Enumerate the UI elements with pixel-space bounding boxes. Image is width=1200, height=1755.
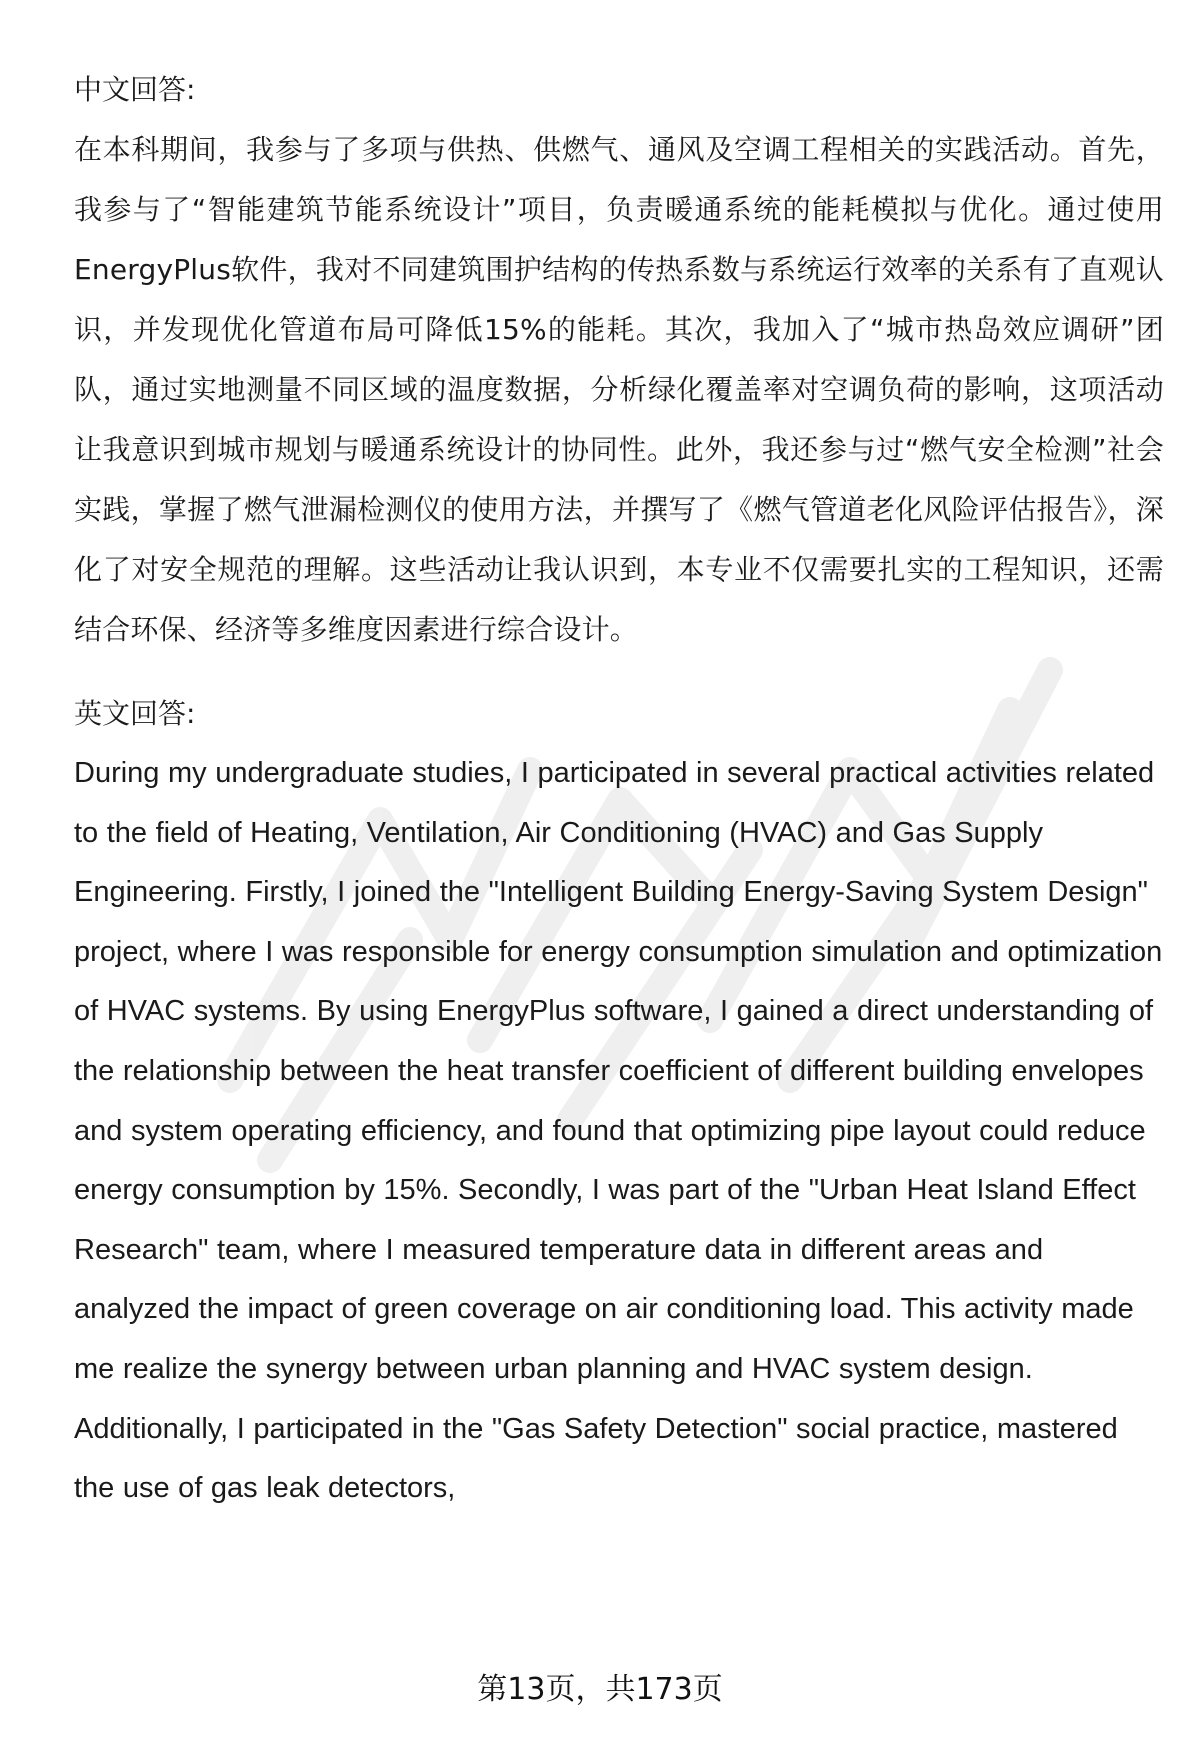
zh-answer-paragraph: 在本科期间，我参与了多项与供热、供燃气、通风及空调工程相关的实践活动。首先，我参与了“智能建筑节能系统设计”项目，负责暖通系统的能耗模拟与优化。通过使用EnergyPlus软件，我对不同建筑围护结构的传热系数与系统运行效率的关系有了直观认识，并发现优化管道布局可降低15%的能耗。其次，我加入了“城市热岛效应调研”团队，通过实地测量不同区域的温度数据，分析绿化覆盖率对空调负荷的影响，这项活动让我意识到城市规划与暖通系统设计的协同性。此外，我还参与过“燃气安全检测”社会实践，掌握了燃气泄漏检测仪的使用方法，并撰写了《燃气管道老化风险评估报告》，深化了对安全规范的理解。这些活动让我认识到，本专业不仅需要扎实的工程知识，还需结合环保、经济等多维度因素进行综合设计。 — [74, 133, 1164, 646]
en-answer-paragraph: During my undergraduate studies, I participated in several practical activities related to the field of Heating, Ventilation, Air Conditioning (HVAC) and Gas Supply Engineering. Firstly, I joined the "Intelligent Building Energy-Saving System Design" project, where I was responsible for energy consumption simulation and optimization of HVAC systems. By using EnergyPlus software, I gained a direct understanding of the relationship between the heat transfer coefficient of different building envelopes and system operating efficiency, and found that optimizing pipe layout could reduce energy consumption by 15%. Secondly, I was part of the "Urban Heat Island Effect Research" team, where I measured temperature data in different areas and analyzed the impact of green coverage on air conditioning load. This activity made me realize the synergy between urban planning and HVAC system design. Additionally, I participated in the "Gas Safety Detection" social practice, mastered the use of gas leak detectors, — [74, 757, 1163, 1505]
content-area — [74, 60, 1164, 1519]
en-heading: 英文回答: — [74, 697, 196, 730]
section-gap — [74, 660, 1164, 684]
page-number: 第13页，共173页 — [477, 1672, 723, 1707]
zh-heading: 中文回答: — [74, 73, 196, 106]
